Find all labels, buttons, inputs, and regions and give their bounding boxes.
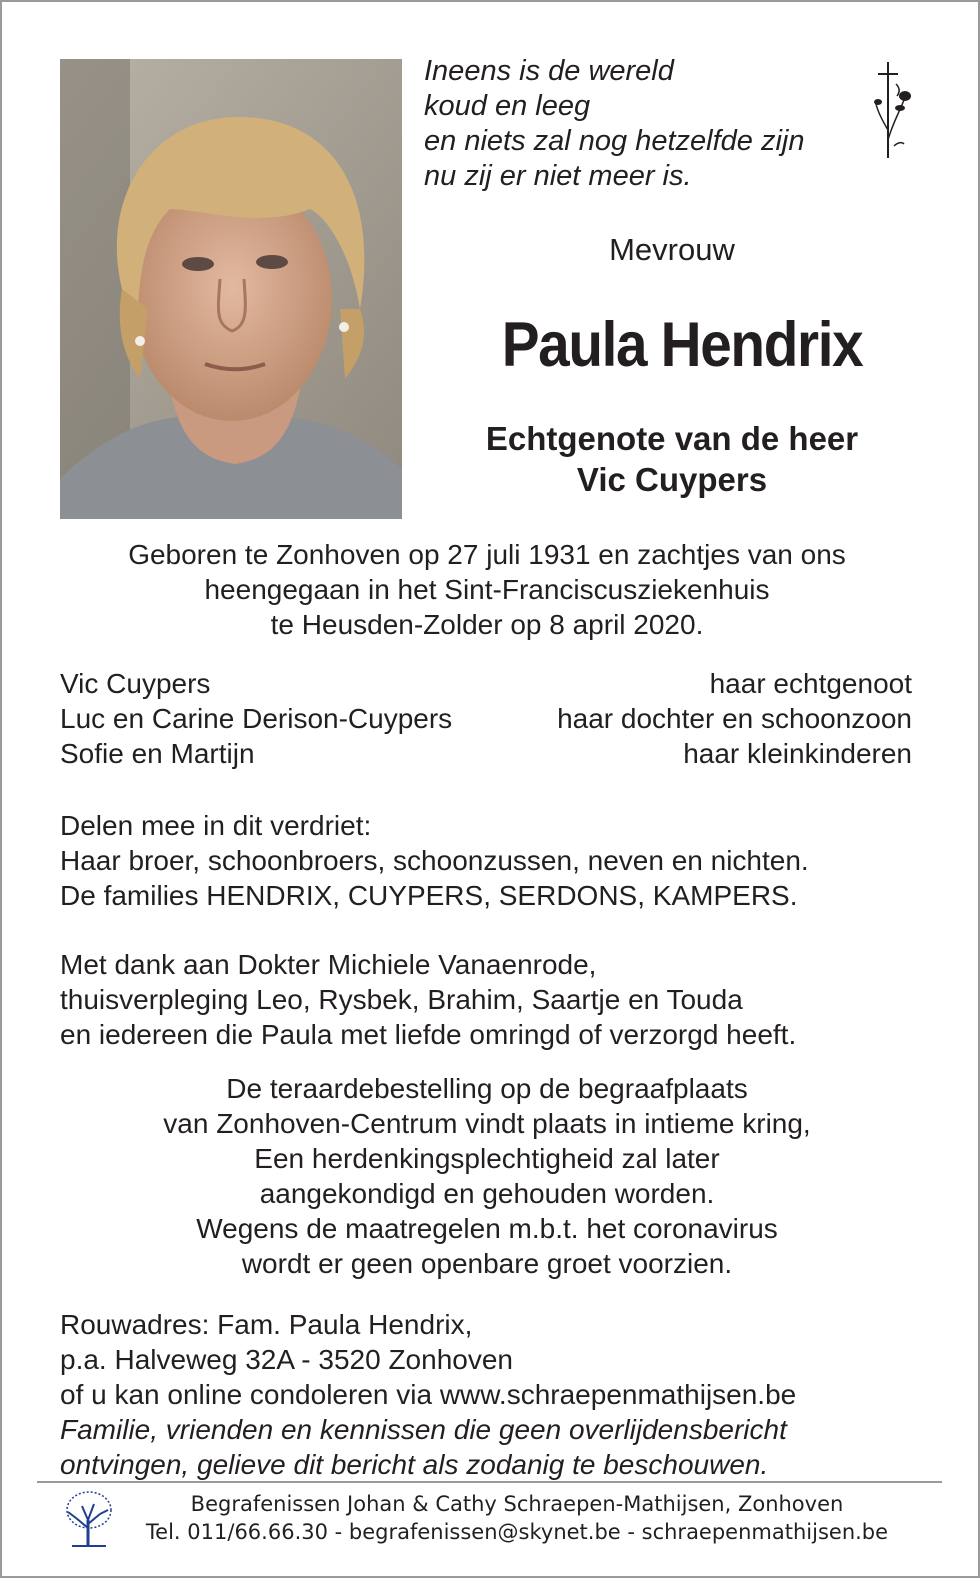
- family-row: [60, 736, 912, 771]
- honorific: Mevrouw: [609, 232, 735, 267]
- shares-grief-text: [60, 808, 940, 913]
- family-member-name: Vic Cuypers: [60, 668, 211, 699]
- service-line: wordt er geen openbare groet voorzien.: [241, 1248, 733, 1279]
- family-row: [60, 666, 912, 701]
- poem-line: Ineens is de wereld: [424, 55, 674, 87]
- birth-line: Geboren te Zonhoven op 27 juli 1931 en zachtjes van ons: [128, 539, 846, 570]
- funeral-home-name: Begrafenissen Johan & Cathy Schraepen-Mathijsen, Zonhoven: [190, 1492, 844, 1516]
- family-member-relation: haar echtgenoot: [709, 668, 912, 699]
- tree-logo-icon: [62, 1488, 116, 1548]
- spouse-line: Echtgenote van de heer: [485, 420, 859, 457]
- online-condolence-line: of u kan online condoleren via www.schraepenmathijsen.be: [60, 1379, 797, 1410]
- funeral-home-footer: [122, 1490, 912, 1546]
- shares-line: Haar broer, schoonbroers, schoonzussen, neven en nichten.: [60, 845, 809, 876]
- condolence-address: [60, 1307, 960, 1482]
- portrait-photo: [60, 59, 402, 519]
- thanks-line: Met dank aan Dokter Michiele Vanaenrode,: [60, 949, 597, 980]
- funeral-service-text: [2, 1071, 972, 1281]
- shares-line: Delen mee in dit verdriet:: [60, 810, 372, 841]
- family-member-relation: haar dochter en schoonzoon: [557, 703, 912, 734]
- poem-line: nu zij er niet meer is.: [424, 160, 692, 192]
- family-row: [60, 701, 912, 736]
- notice-line: Familie, vrienden en kennissen die geen overlijdensbericht: [60, 1414, 787, 1445]
- spouse-name: Vic Cuypers: [576, 461, 768, 498]
- service-line: Wegens de maatregelen m.b.t. het coronavirus: [196, 1213, 778, 1244]
- address-line: Rouwadres: Fam. Paula Hendrix,: [60, 1309, 473, 1340]
- shares-line: De families HENDRIX, CUYPERS, SERDONS, KAMPERS.: [60, 880, 798, 911]
- service-line: De teraardebestelling op de begraafplaats: [226, 1073, 748, 1104]
- footer-divider: [37, 1481, 942, 1483]
- family-member-name: Sofie en Martijn: [60, 738, 255, 769]
- deceased-name: Paula Hendrix: [501, 310, 863, 380]
- birth-death-text: [2, 537, 972, 642]
- thanks-line: en iedereen die Paula met liefde omringd of verzorgd heeft.: [60, 1019, 797, 1050]
- family-list: [60, 666, 912, 771]
- service-line: Een herdenkingsplechtigheid zal later: [254, 1143, 720, 1174]
- poem-line: koud en leeg: [424, 90, 591, 122]
- poem: [424, 54, 864, 194]
- spouse-info: [422, 418, 922, 500]
- birth-line: te Heusden-Zolder op 8 april 2020.: [270, 609, 704, 640]
- family-member-relation: haar kleinkinderen: [683, 738, 912, 769]
- cross-with-flowers-icon: [870, 60, 920, 160]
- poem-line: en niets zal nog hetzelfde zijn: [424, 125, 805, 157]
- service-line: aangekondigd en gehouden worden.: [259, 1178, 715, 1209]
- notice-line: ontvingen, gelieve dit bericht als zodanig te beschouwen.: [60, 1449, 769, 1480]
- address-line: p.a. Halveweg 32A - 3520 Zonhoven: [60, 1344, 513, 1375]
- funeral-home-contact: Tel. 011/66.66.30 - begrafenissen@skynet.be - schraepenmathijsen.be: [145, 1520, 889, 1544]
- family-member-name: Luc en Carine Derison-Cuypers: [60, 703, 453, 734]
- portrait-illustration: [60, 59, 402, 519]
- birth-line: heengegaan in het Sint-Franciscusziekenhuis: [204, 574, 770, 605]
- thanks-text: [60, 947, 940, 1052]
- service-line: van Zonhoven-Centrum vindt plaats in intieme kring,: [163, 1108, 811, 1139]
- thanks-line: thuisverpleging Leo, Rysbek, Brahim, Saartje en Touda: [60, 984, 743, 1015]
